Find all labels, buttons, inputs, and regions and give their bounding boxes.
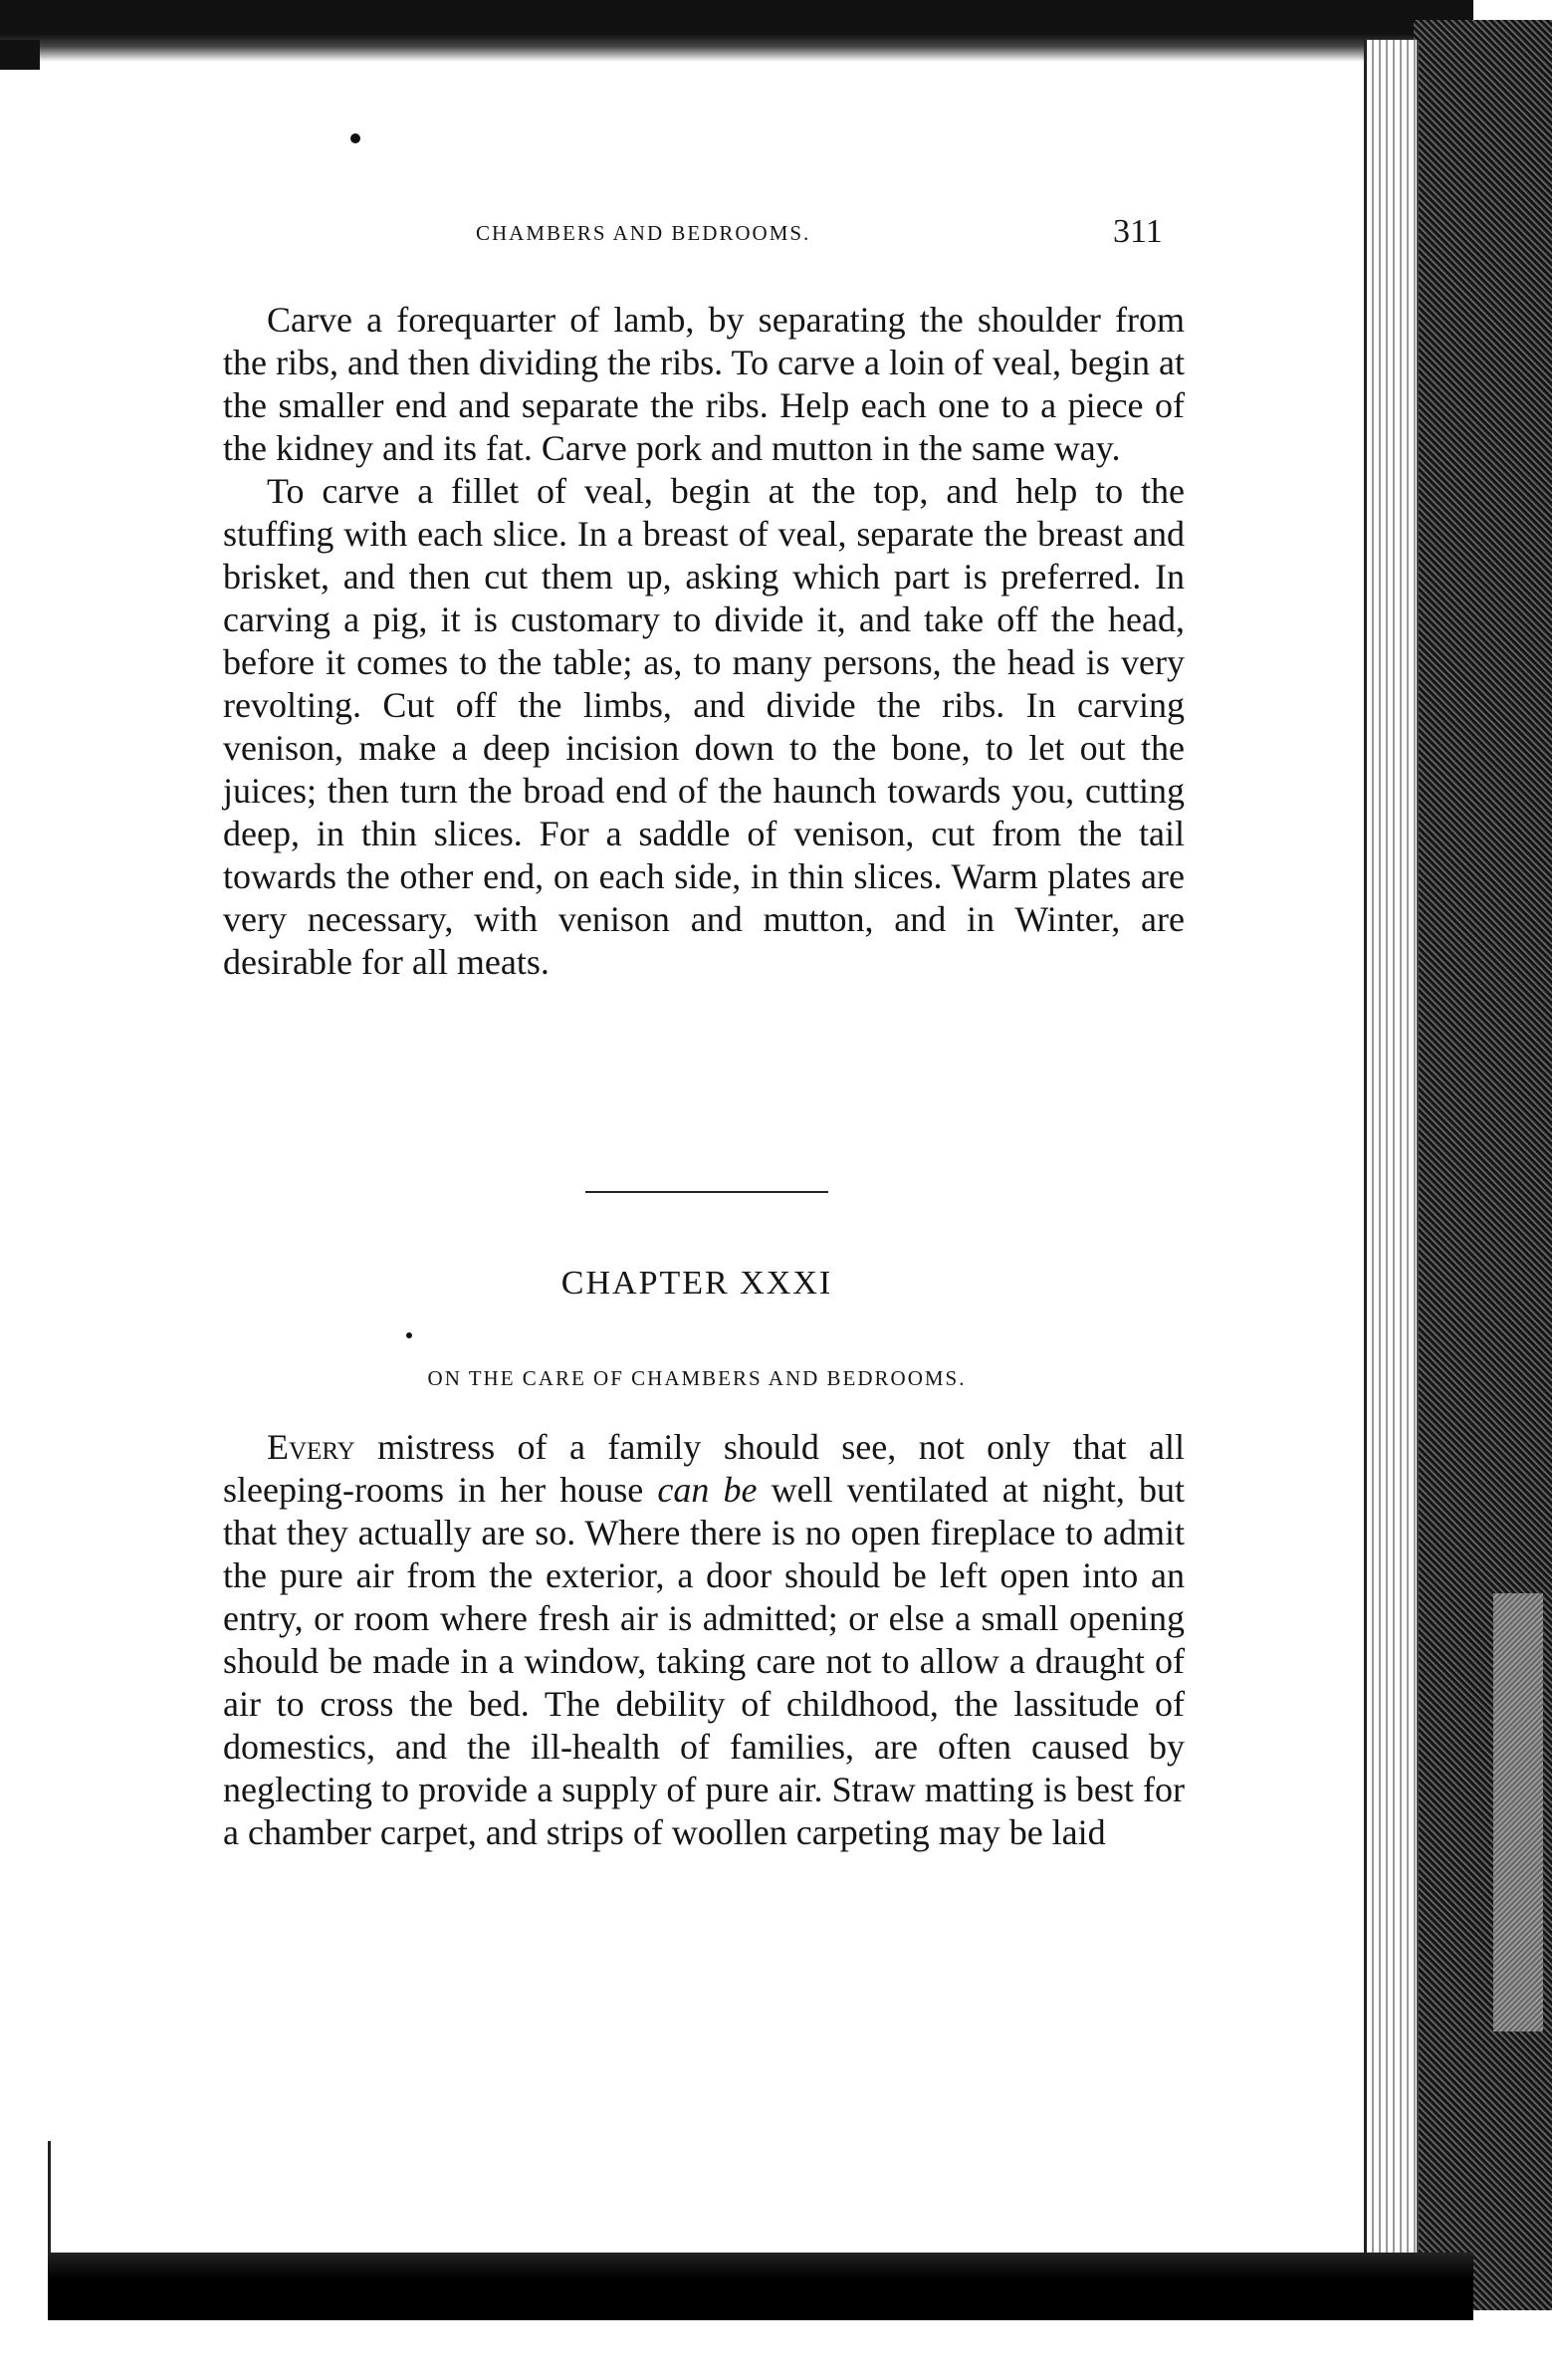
page-edges xyxy=(1364,40,1419,2261)
chapter-title: CHAPTER XXXI xyxy=(560,1265,833,1302)
text-run: well ventilated at night, but that they actually are so. Where there is no open fireplace to admit the pure air from the exterior, a door should be left open into an entry, or room where fresh air is admitted; or else a small opening should be made in a window, taking care not to allow a draught of air to cross the bed. The debility of childhood, the lassitude of domestics, and the ill-health of families, are often caused by neglecting to provide a supply of pure air. Straw matting is best for a chamber carpet, and strips of woollen carpeting may be laid xyxy=(223,1470,1185,1852)
book-spine-texture xyxy=(1493,1593,1543,2031)
text-run: mistress of a family should see, not only that all sleeping-rooms in her house xyxy=(223,1427,1185,1510)
chapter-subtitle: ON THE CARE OF CHAMBERS AND BEDROOMS. xyxy=(427,1366,967,1390)
paragraph: Carve a forequarter of lamb, by separating the shoulder from the ribs, and then dividing the ribs. To carve a loin of veal, begin at the smaller end and separate the ribs. Help each one to a piece of the kidney and its fat. Carve pork and mutton in the same way. xyxy=(223,300,1185,468)
section-divider xyxy=(585,1191,828,1193)
scan-bottom-margin xyxy=(48,2320,1551,2380)
body-text-chapter xyxy=(223,1426,1185,1854)
running-head: CHAMBERS AND BEDROOMS. xyxy=(476,221,811,245)
page-number: 311 xyxy=(1113,213,1163,250)
italic-run: can be xyxy=(657,1470,758,1510)
paragraph: To carve a fillet of veal, begin at the top, and help to the stuffing with each slice. In a breast of veal, separate the breast and brisket, and then cut them up, asking which part is preferred. In carving a pig, it is customary to divide it, and take off the head, before it comes to the table; as, to many persons, the head is very revolting. Cut off the limbs, and divide the ribs. In carving venison, make a deep incision down to the bone, to let out the juices; then turn the broad end of the haunch towards you, cutting deep, in thin slices. For a saddle of venison, cut from the tail towards the other end, on each side, in thin slices. Warm plates are very necessary, with venison and mutton, and in Winter, are desirable for all meats. xyxy=(223,471,1185,982)
scan-bottom-band xyxy=(48,2253,1473,2320)
body-text-top xyxy=(223,299,1185,984)
lead-word: Every xyxy=(267,1427,355,1467)
paragraph xyxy=(223,1426,1185,1854)
